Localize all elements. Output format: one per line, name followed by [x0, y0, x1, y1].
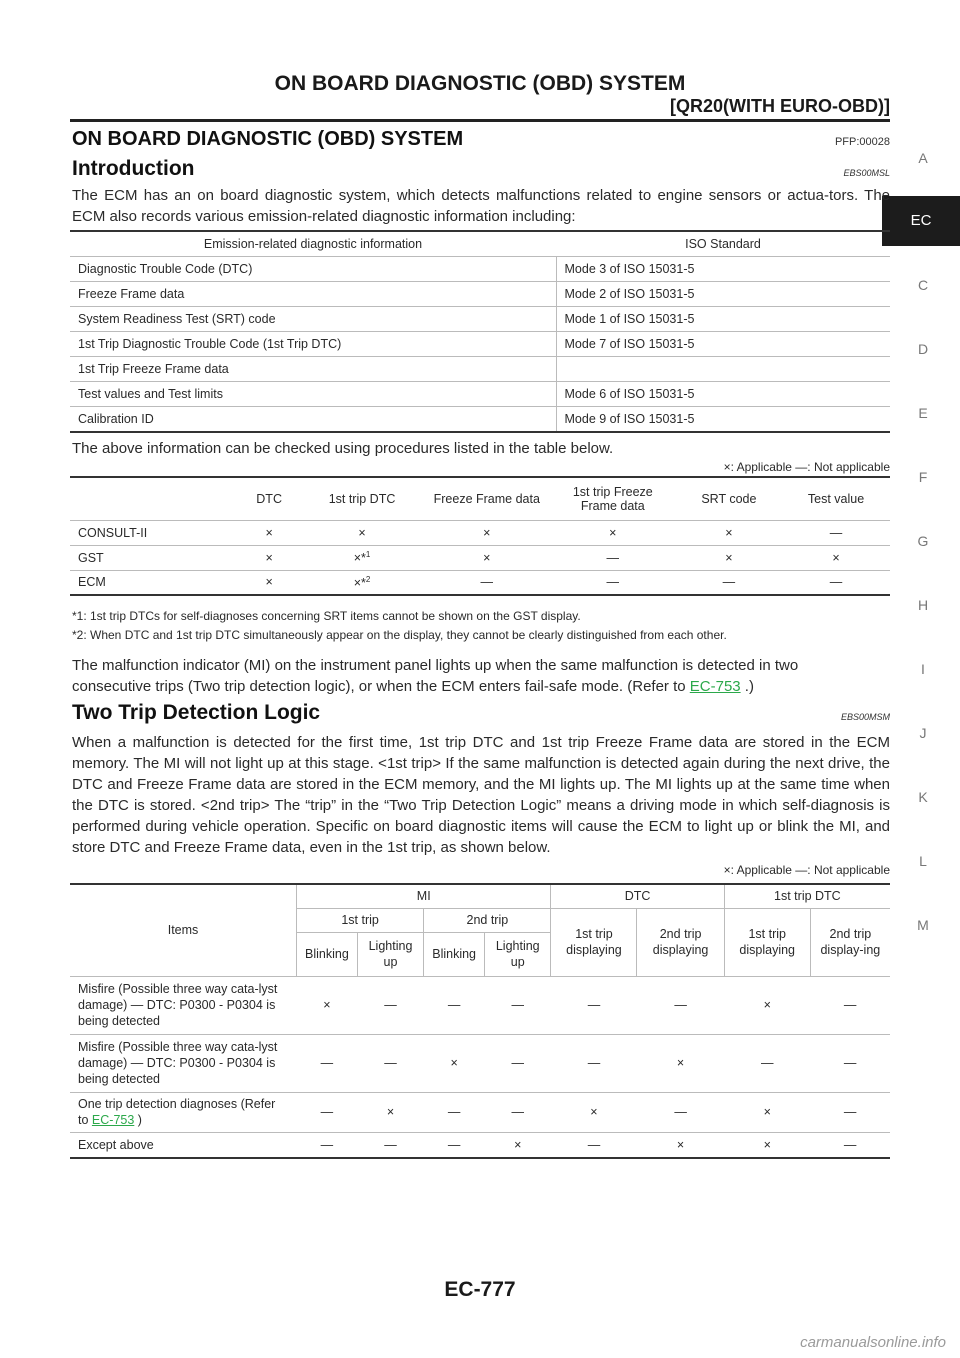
section-code: PFP:00028 — [834, 136, 890, 148]
items-header: Items — [70, 884, 297, 976]
side-tab-k[interactable]: K — [918, 789, 928, 805]
side-tab-g[interactable]: G — [917, 533, 929, 549]
table2-header — [70, 477, 238, 520]
above-text: The above information can be checked using procedures listed in the table below. — [72, 440, 614, 457]
side-tab-h[interactable]: H — [917, 597, 929, 613]
table1-header: Emission-related diagnostic information — [70, 231, 556, 257]
watermark: carmanualsonline.info — [800, 1334, 946, 1351]
side-tab-m[interactable]: M — [917, 917, 929, 933]
intro-code: EBS00MSL — [843, 168, 890, 178]
table2-header: 1st trip DTC — [300, 477, 424, 520]
side-tab-ec[interactable]: EC — [882, 196, 960, 246]
mi-2nd-trip: 2nd trip — [424, 908, 551, 932]
table2-header: DTC — [238, 477, 300, 520]
trip-logic-table — [70, 883, 890, 1159]
table2-header: 1st trip Freeze Frame data — [550, 477, 676, 520]
intro-title: Introduction — [72, 157, 195, 180]
table2-header: Test value — [782, 477, 890, 520]
mi-header: MI — [297, 884, 551, 908]
table-row: Test values and Test limits Mode 6 of ISO 15031-5 — [70, 382, 890, 407]
table-row: Misfire (Possible three way cata-lyst damage) — DTC: P0300 - P0304 is being detected × — — — — — × — — [70, 976, 890, 1034]
table2-header: Freeze Frame data — [424, 477, 550, 520]
legend-2: ×: Applicable —: Not applicable — [723, 863, 890, 877]
table-row: Calibration ID Mode 9 of ISO 15031-5 — [70, 407, 890, 433]
table-row: GST × ×*$^1$ × — × × — [70, 545, 890, 570]
dtc-col: 1st trip displaying — [724, 908, 810, 976]
side-tab-d[interactable]: D — [917, 341, 929, 357]
table-row: Except above — — — × — × × — — [70, 1132, 890, 1158]
dtc-col: 2nd trip display-ing — [810, 908, 890, 976]
table-row: CONSULT-II × × × × × — — [70, 520, 890, 545]
table-row: One trip detection diagnoses (Refer to EC-753 ) — × — — × — × — — [70, 1092, 890, 1132]
side-tab-c[interactable]: C — [917, 277, 929, 293]
table-row: Freeze Frame data Mode 2 of ISO 15031-5 — [70, 282, 890, 307]
table2-header: SRT code — [676, 477, 782, 520]
page-header-subtitle: [QR20(WITH EURO-OBD)] — [670, 96, 890, 116]
mi-leaf: Blinking — [424, 932, 485, 976]
intro-text: The ECM has an on board diagnostic system, which detects malfunctions related to engine sensors or actua-tors. The ECM also records various emission-related diagnostic information including: — [72, 187, 890, 225]
mi-leaf: Blinking — [297, 932, 358, 976]
side-tab-l[interactable]: L — [919, 853, 927, 869]
table-row: ECM × ×*$^2$ — — — — — [70, 570, 890, 595]
table-row: System Readiness Test (SRT) code Mode 1 of ISO 15031-5 — [70, 307, 890, 332]
note-1: *1: 1st trip DTCs for self-diagnoses concerning SRT items cannot be shown on the GST display. — [72, 609, 581, 623]
first-trip-dtc-header: 1st trip DTC — [724, 884, 890, 908]
dtc-header: DTC — [551, 884, 724, 908]
table-row: 1st Trip Freeze Frame data — [70, 357, 890, 382]
mi-leaf: Lighting up — [485, 932, 551, 976]
ec-753-link[interactable]: EC-753 — [91, 1113, 135, 1127]
side-tab-f[interactable]: F — [918, 469, 928, 485]
emission-info-table — [70, 230, 890, 433]
two-trip-title: Two Trip Detection Logic — [72, 701, 321, 724]
table1-header: ISO Standard — [556, 231, 890, 257]
dtc-col: 1st trip displaying — [551, 908, 637, 976]
note-2: *2: When DTC and 1st trip DTC simultaneously appear on the display, they cannot be clearly distinguished from each other. — [72, 628, 727, 642]
mi-text: The malfunction indicator (MI) on the instrument panel lights up when the same malfunction is detected in two consecutive trips (Two trip detection logic), or when the ECM enters fail-safe mode. (Refer to EC-753 .) — [72, 657, 799, 695]
page-header-title: ON BOARD DIAGNOSTIC (OBD) SYSTEM — [274, 72, 686, 95]
legend-1: ×: Applicable —: Not applicable — [723, 460, 890, 474]
side-tab-e[interactable]: E — [918, 405, 928, 421]
table-row: Diagnostic Trouble Code (DTC) Mode 3 of ISO 15031-5 — [70, 257, 890, 282]
two-trip-text: When a malfunction is detected for the first time, 1st trip DTC and 1st trip Freeze Frame data are stored in the ECM memory. The MI will not light up at this stage. <1st trip> If the same malfunction is detected again during the next drive, the DTC and Freeze Frame data are stored in the ECM memory, and the MI lights up. The MI lights up at the same time when the DTC is stored. <2nd trip> The “trip” in the “Two Trip Detection Logic” means a driving mode in which self-diagnosis is performed during vehicle operation. Specific on board diagnostic items will cause the ECM to light up or blink the MI, and store DTC and Freeze Frame data, even in the 1st trip, as shown below. — [72, 734, 890, 856]
two-trip-code: EBS00MSM — [840, 712, 890, 722]
side-tab-i[interactable]: I — [921, 661, 925, 677]
mi-1st-trip: 1st trip — [297, 908, 424, 932]
side-tab-a[interactable]: A — [918, 150, 928, 166]
side-tab-j[interactable]: J — [919, 725, 927, 741]
section-title: ON BOARD DIAGNOSTIC (OBD) SYSTEM — [72, 128, 464, 150]
header-rule — [70, 119, 890, 122]
table-row: Misfire (Possible three way cata-lyst damage) — DTC: P0300 - P0304 is being detected — — × — — × — — — [70, 1034, 890, 1092]
page-number: EC-777 — [444, 1278, 516, 1301]
mi-leaf: Lighting up — [357, 932, 423, 976]
table-row: 1st Trip Diagnostic Trouble Code (1st Trip DTC) Mode 7 of ISO 15031-5 — [70, 332, 890, 357]
procedure-table — [70, 476, 890, 596]
dtc-col: 2nd trip displaying — [637, 908, 724, 976]
ec-753-link[interactable]: EC-753 — [689, 678, 741, 695]
